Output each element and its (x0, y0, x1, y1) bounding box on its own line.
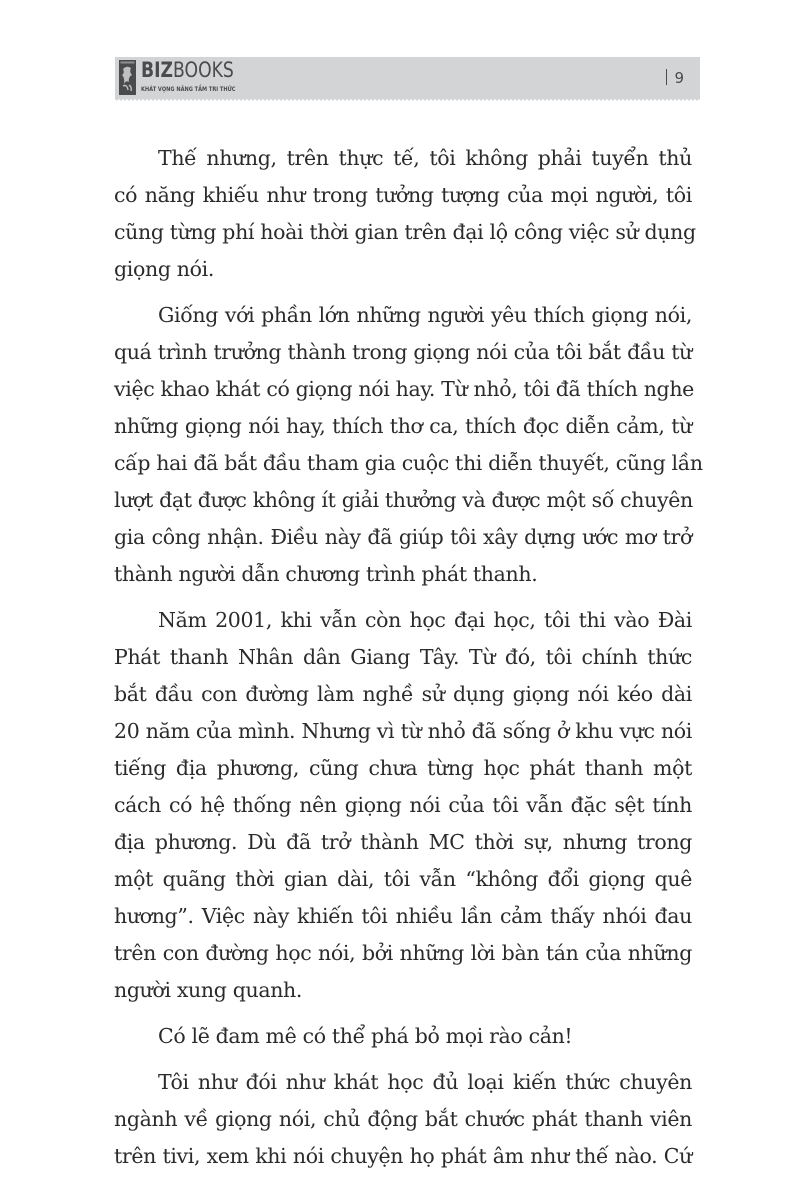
book-silhouette-icon (119, 60, 136, 95)
text-line (114, 861, 692, 898)
text-line-content: cấp hai đã bắt đầu tham gia cuộc thi diễn thuyết, cũng lần (114, 451, 703, 475)
text-line-content: giọng nói. (114, 257, 214, 281)
text-line (114, 639, 692, 676)
text-line (114, 935, 692, 972)
text-line-content: Giống với phần lớn những người yêu thích giọng nói, (158, 303, 692, 327)
text-line (114, 1018, 692, 1055)
page-header (115, 57, 700, 99)
brand-name-bold: BIZ (141, 58, 174, 82)
text-line-content: trên tivi, xem khi nói chuyện họ phát âm như thế nào. Cứ (114, 1144, 692, 1168)
text-line (114, 1064, 692, 1101)
text-line (114, 140, 692, 177)
text-line-content: cũng từng phí hoài thời gian trên đại lộ công việc sử dụng (114, 220, 696, 244)
text-line-content: ngành về giọng nói, chủ động bắt chước phát thanh viên (114, 1107, 692, 1131)
text-line-content: hương”. Việc này khiến tôi nhiều lần cảm thấy nhói đau (114, 904, 692, 928)
text-line-content: địa phương. Dù đã trở thành MC thời sự, nhưng trong (114, 830, 692, 854)
text-line (114, 177, 692, 214)
text-line-content: bắt đầu con đường làm nghề sử dụng giọng nói kéo dài (114, 682, 692, 706)
text-line-content: Có lẽ đam mê có thể phá bỏ mọi rào cản! (158, 1024, 573, 1048)
text-line (114, 445, 703, 482)
text-line (114, 602, 692, 639)
text-line-content: Năm 2001, khi vẫn còn học đại học, tôi thi vào Đài (158, 608, 692, 632)
text-line (114, 676, 692, 713)
text-line-content: gia công nhận. Điều này đã giúp tôi xây dựng ước mơ trở (114, 525, 692, 549)
text-line-content: tiếng địa phương, cũng chưa từng học phát thanh một (114, 756, 692, 780)
page-number-divider (666, 69, 667, 85)
text-line (114, 787, 692, 824)
text-line (114, 519, 692, 556)
text-line-content: người xung quanh. (114, 978, 303, 1002)
text-line (114, 898, 692, 935)
text-line-content: thành người dẫn chương trình phát thanh. (114, 562, 538, 586)
page-number (666, 68, 684, 88)
text-line (114, 972, 692, 1009)
text-line (114, 1138, 692, 1175)
text-line (114, 482, 692, 519)
text-line-content: trên con đường học nói, bởi những lời bàn tán của những (114, 941, 692, 965)
brand-name-light: BOOKS (173, 58, 234, 82)
text-line-content: một quãng thời gian dài, tôi vẫn “không đổi giọng quê (114, 867, 692, 891)
text-line-content: Tôi như đói như khát học đủ loại kiến thức chuyên (158, 1070, 692, 1094)
text-line (114, 750, 692, 787)
text-line-content: cách có hệ thống nên giọng nói của tôi vẫn đặc sệt tính (114, 793, 692, 817)
text-line (114, 713, 692, 750)
paragraph (114, 140, 696, 288)
text-line-content: Thế nhưng, trên thực tế, tôi không phải tuyển thủ (158, 146, 692, 170)
text-line-content: có năng khiếu như trong tưởng tượng của mọi người, tôi (114, 183, 692, 207)
text-line-content: những giọng nói hay, thích thơ ca, thích đọc diễn cảm, từ (114, 414, 692, 438)
text-line-content: việc khao khát có giọng nói hay. Từ nhỏ, tôi đã thích nghe (114, 377, 694, 401)
text-line (114, 556, 692, 593)
text-line-content: 20 năm của mình. Nhưng vì từ nhỏ đã sống ở khu vực nói (114, 719, 692, 743)
paragraph (114, 1018, 692, 1055)
brand-logo (141, 58, 262, 98)
text-line-content: lượt đạt được không ít giải thưởng và được một số chuyên (114, 488, 693, 512)
text-line (114, 408, 692, 445)
text-line (114, 824, 692, 861)
text-line (114, 214, 696, 251)
text-line (114, 334, 692, 371)
brand-tagline: KHÁT VỌNG NÂNG TẦM TRI THỨC (141, 85, 236, 93)
paragraph (114, 297, 703, 593)
text-line-content: quá trình trưởng thành trong giọng nói của tôi bắt đầu từ (114, 340, 692, 364)
paragraph (114, 1064, 692, 1175)
text-line (114, 1101, 692, 1138)
brand-name (141, 58, 240, 82)
text-line (114, 251, 692, 288)
paragraph (114, 602, 692, 1009)
text-line-content: Phát thanh Nhân dân Giang Tây. Từ đó, tôi chính thức (114, 645, 692, 669)
body-text (114, 140, 703, 1184)
page-number-value: 9 (674, 69, 684, 87)
text-line (114, 297, 692, 334)
text-line (114, 371, 692, 408)
